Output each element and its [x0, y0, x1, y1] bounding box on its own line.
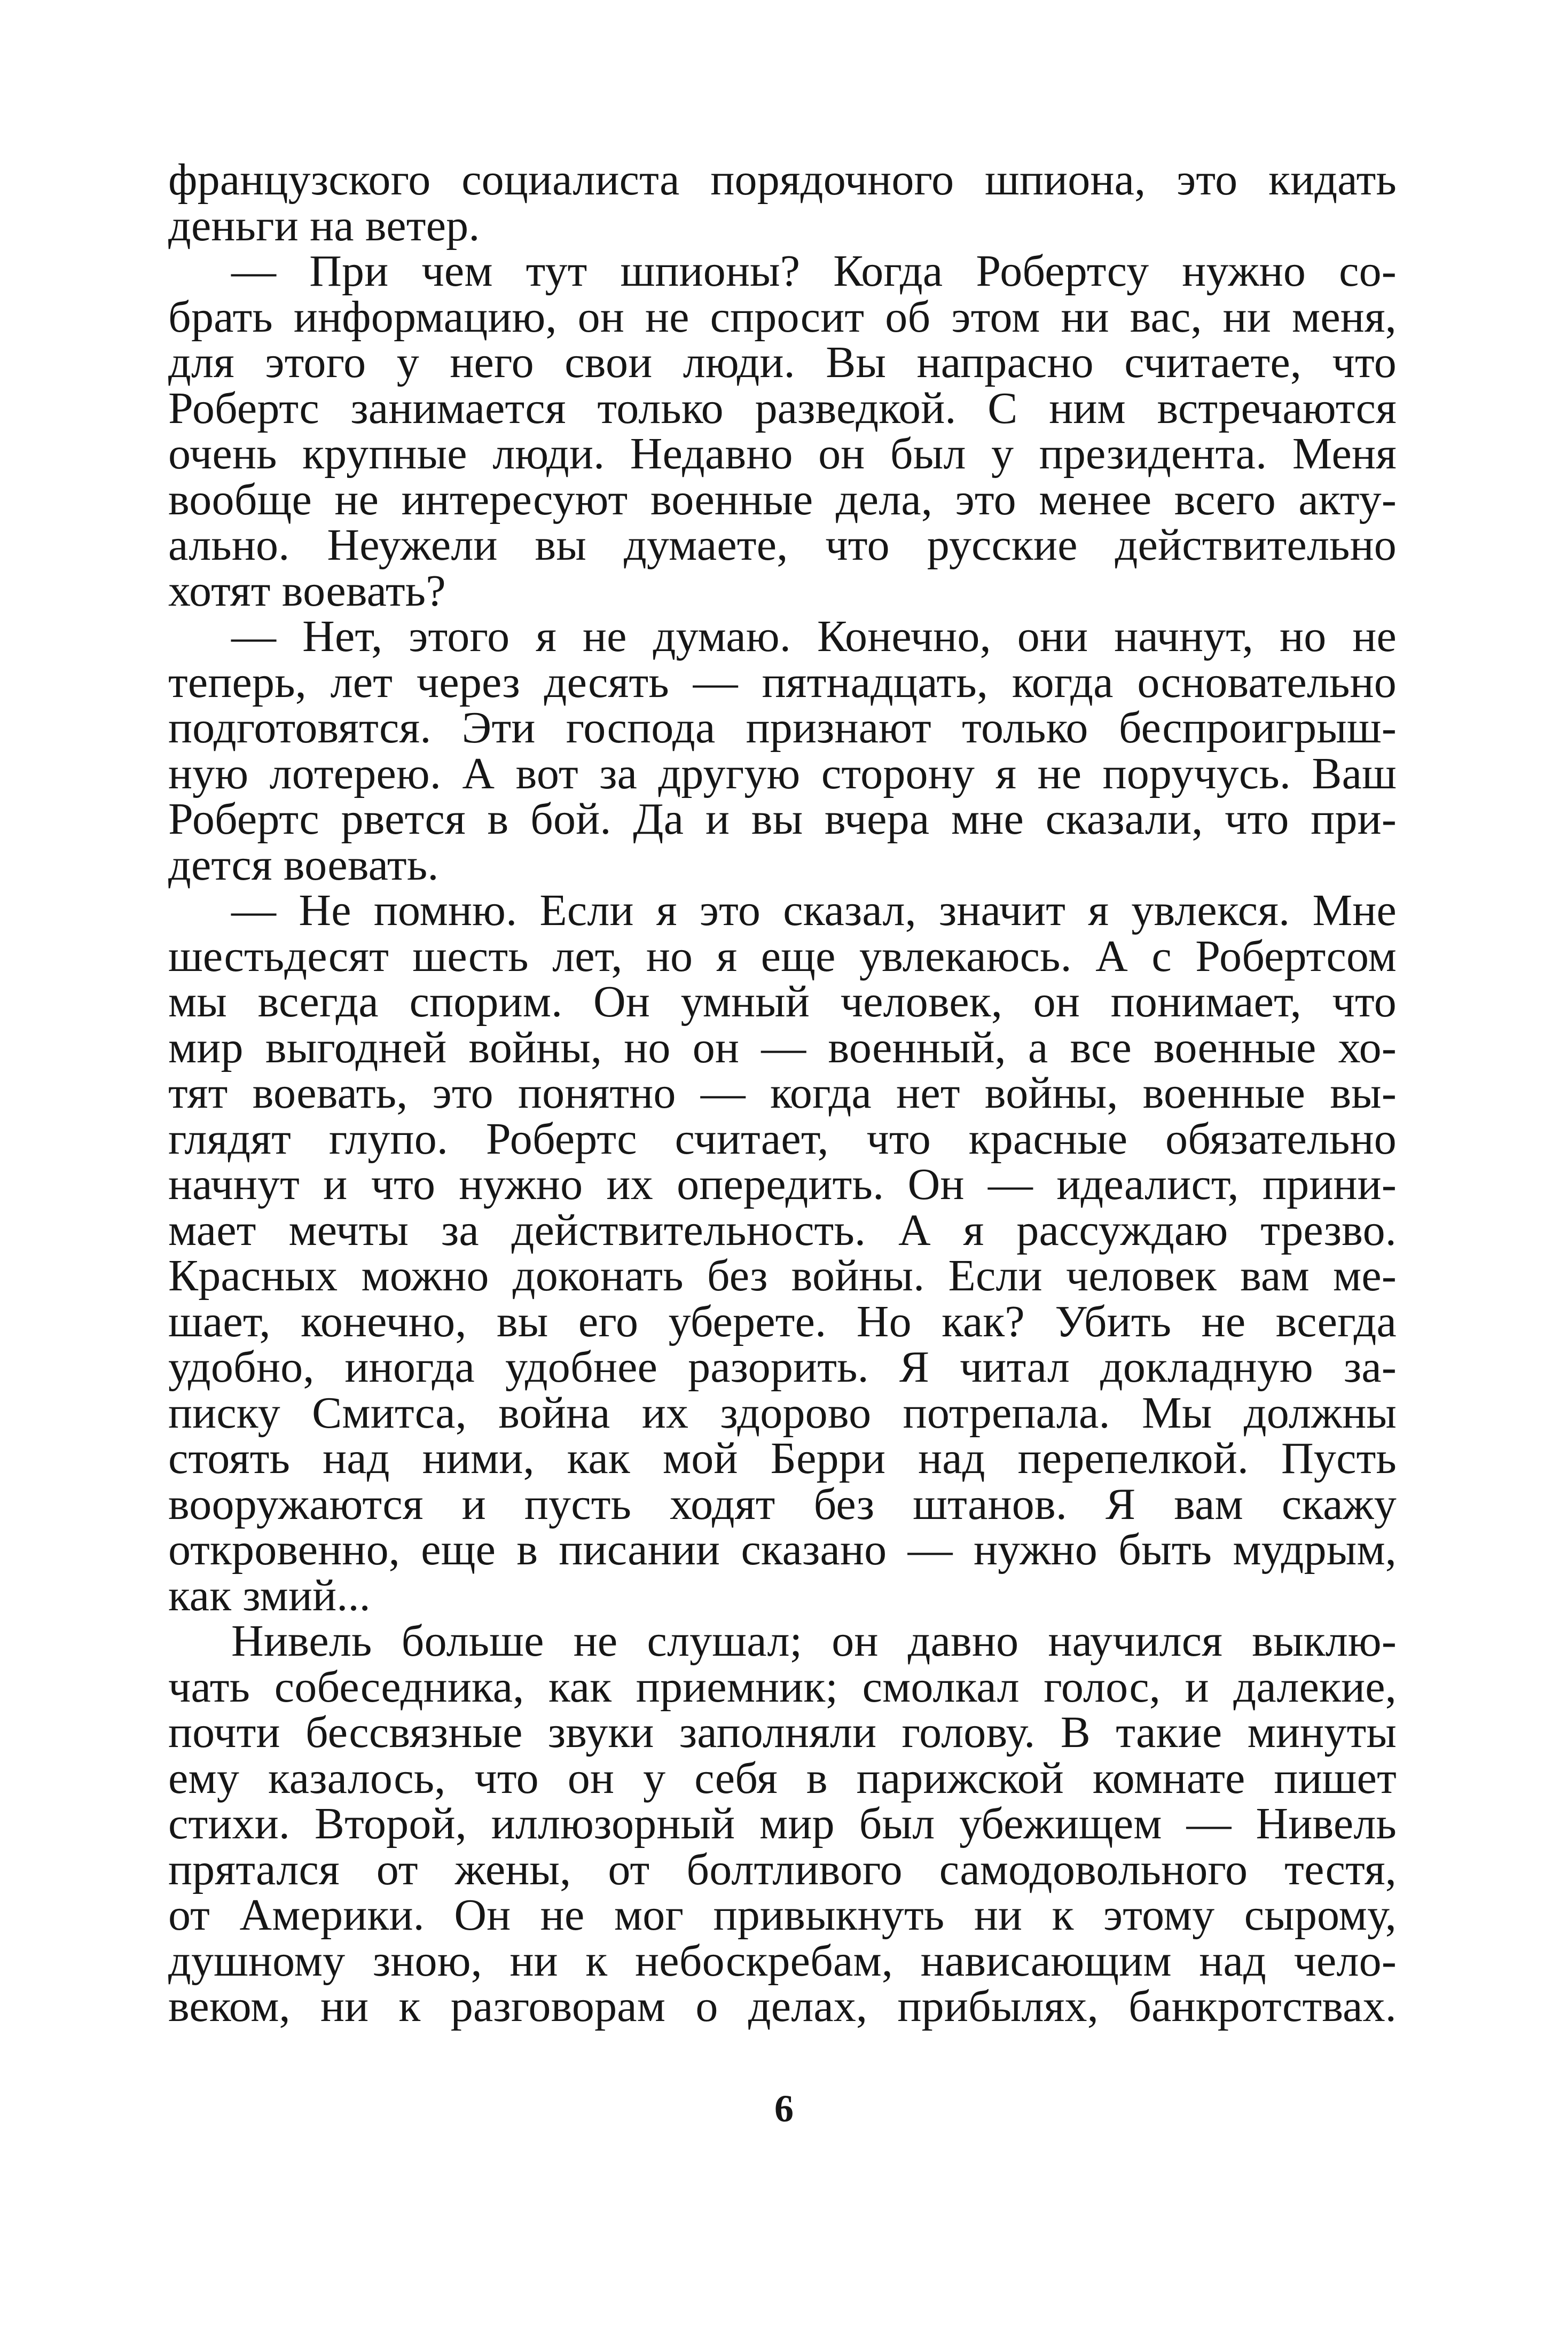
text-line: французского социалиста порядочного шпиона, это кидать	[168, 155, 1397, 205]
text-line: глядят глупо. Робертс считает, что красные обязательно	[168, 1114, 1397, 1164]
text-line: Красных можно доконать без войны. Если человек вам ме-	[168, 1251, 1397, 1301]
text-line: мир выгодней войны, но он — военный, а все военные хо-	[168, 1022, 1397, 1072]
text-line: — Не помню. Если я это сказал, значит я увлекся. Мне	[231, 886, 1397, 935]
text-line: мает мечты за действительность. А я рассуждаю трезво.	[168, 1205, 1397, 1255]
text-line: вооружаются и пусть ходят без штанов. Я вам скажу	[168, 1479, 1397, 1529]
text-line: для этого у него свои люди. Вы напрасно считаете, что	[168, 338, 1397, 387]
text-line: брать информацию, он не спросит об этом ни вас, ни меня,	[168, 292, 1397, 342]
text-line: веком, ни к разговорам о делах, прибылях, банкротствах.	[168, 1981, 1397, 2031]
text-line: откровенно, еще в писании сказано — нужно быть мудрым,	[168, 1525, 1397, 1574]
text-line: душному зною, ни к небоскребам, нависающим над чело-	[168, 1936, 1397, 1986]
text-line: — Нет, этого я не думаю. Конечно, они начнут, но не	[231, 612, 1397, 661]
text-line: ную лотерею. А вот за другую сторону я не поручусь. Ваш	[168, 748, 1397, 798]
page-number: 6	[774, 2087, 794, 2130]
text-line: дется воевать.	[168, 840, 439, 890]
text-line: чать собеседника, как приемник; смолкал голос, и далекие,	[168, 1662, 1397, 1712]
text-line: теперь, лет через десять — пятнадцать, когда основательно	[168, 657, 1397, 707]
text-line: Нивель больше не слушал; он давно научился выклю-	[231, 1616, 1397, 1666]
text-line: тят воевать, это понятно — когда нет войны, военные вы-	[168, 1068, 1397, 1118]
text-line: от Америки. Он не мог привыкнуть ни к этому сырому,	[168, 1890, 1397, 1940]
text-line: писку Смитса, война их здорово потрепала. Мы должны	[168, 1388, 1397, 1438]
text-line: вообще не интересуют военные дела, это менее всего акту-	[168, 474, 1397, 524]
text-line: Робертс занимается только разведкой. С ним встречаются	[168, 383, 1397, 433]
text-line: почти бессвязные звуки заполняли голову. В такие минуты	[168, 1707, 1397, 1757]
text-line: шестьдесят шесть лет, но я еще увлекаюсь. А с Робертсом	[168, 931, 1397, 981]
text-line: подготовятся. Эти господа признают только беспроигрыш-	[168, 703, 1397, 753]
text-line: стоять над ними, как мой Берри над перепелкой. Пусть	[168, 1434, 1397, 1483]
text-line: начнут и что нужно их опередить. Он — идеалист, прини-	[168, 1160, 1397, 1209]
text-line: прятался от жены, от болтливого самодовольного тестя,	[168, 1844, 1397, 1894]
text-line: очень крупные люди. Недавно он был у президента. Меня	[168, 429, 1397, 479]
text-line: Робертс рвется в бой. Да и вы вчера мне сказали, что при-	[168, 794, 1397, 844]
text-line: деньги на ветер.	[168, 200, 480, 250]
text-line: ально. Неужели вы думаете, что русские действительно	[168, 520, 1397, 570]
text-line: хотят воевать?	[168, 566, 446, 616]
text-line: как змий...	[168, 1570, 371, 1620]
text-line: мы всегда спорим. Он умный человек, он понимает, что	[168, 977, 1397, 1027]
page-body-text	[168, 157, 1397, 2030]
text-line: стихи. Второй, иллюзорный мир был убежищем — Нивель	[168, 1799, 1397, 1848]
text-line: шает, конечно, вы его уберете. Но как? Убить не всегда	[168, 1296, 1397, 1346]
text-line: — При чем тут шпионы? Когда Робертсу нужно со-	[231, 246, 1397, 296]
text-line: ему казалось, что он у себя в парижской комнате пишет	[168, 1753, 1397, 1803]
text-line: удобно, иногда удобнее разорить. Я читал докладную за-	[168, 1342, 1397, 1392]
